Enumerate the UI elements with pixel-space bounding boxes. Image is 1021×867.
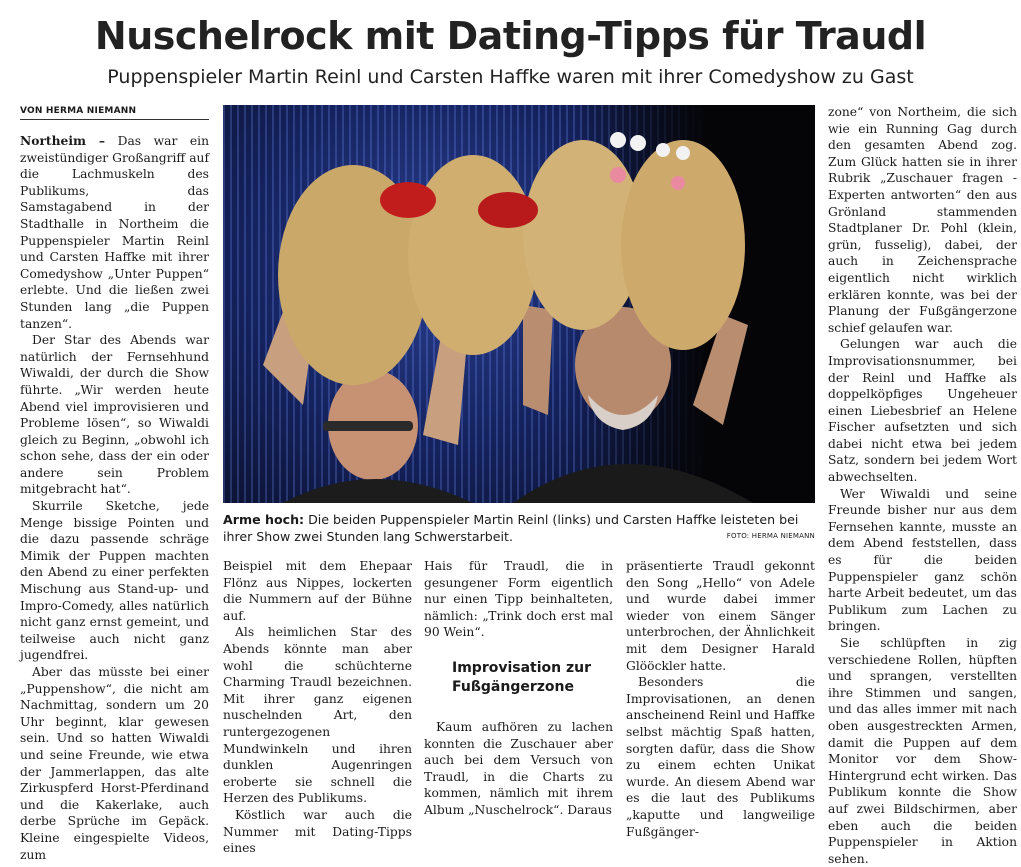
article-column-1 (20, 133, 209, 863)
puppet-eye (610, 132, 626, 148)
puppet-group (278, 132, 745, 385)
caption-text: Die beiden Puppenspieler Martin Reinl (links) und Carsten Haffke leisteten bei ihrer Show zwei Stunden lang Schwerstarbeit. (223, 512, 799, 544)
puppet-body (408, 155, 538, 355)
paragraph: Köstlich war auch die Nummer mit Dating-Tipps eines (223, 807, 412, 856)
puppeteer-shirt (283, 479, 473, 503)
paragraph: Skurrile Sketche, jede Menge bissige Pointen und die dazu passende schräge Mimik der Puppen machten den Abend zu einer perfekten Mischung aus Stand-up- und Impro-Comedy, alles natürlich nicht ganz ernst gemeint, und teilweise auch nicht ganz jugendfrei. (20, 499, 209, 663)
photo-credit: FOTO: HERMA NIEMANN (726, 532, 815, 540)
article-column-5 (828, 104, 1017, 867)
byline: VON HERMA NIEMANN (20, 106, 209, 120)
subheadline: Puppenspieler Martin Reinl und Carsten Haffke waren mit ihrer Comedyshow zu Gast (107, 66, 914, 88)
puppet-eye (630, 135, 646, 151)
caption-lead: Arme hoch: (223, 512, 305, 527)
puppet-body (621, 140, 745, 350)
paragraph: Aber das müsste bei einer „Puppenshow“, die nicht am Nachmittag, sondern um 20 Uhr beginnt, klar gewesen sein. Und so hatten Wiwaldi und seine Freunde, wie etwa der Jammerlappen, das alte Zirkuspferd Horst-Pferdinand und die Kakerlake, auch derbe Sprüche im Gepäck. Kleine eingespielte Videos, zum (20, 665, 209, 862)
article-column-2 (223, 558, 412, 857)
paragraph: Sie schlüpften in zig verschiedene Rollen, hüpften und sprangen, verstellten ihre Stimmen und sangen, und das alles immer mit nach oben ausgestreckten Armen, damit die Puppen auf dem Monitor vor dem Show-Hintergrund echt wirken. Das Publikum konnte die Show auf zwei Bildschirmen, aber eben auch die beiden Puppenspieler in Aktion sehen. (828, 636, 1017, 866)
paragraph: Hais für Traudl, die in gesungener Form eigentlich nur einen Tipp beinhalteten, nämlich: „Trink doch erst mal 90 Wein“. (424, 559, 613, 640)
article-photo (223, 105, 815, 503)
paragraph: Der Star des Abends war natürlich der Fernsehhund Wiwaldi, der durch die Show führte. „Wir werden heute Abend viel improvisieren und Probleme lösen“, so Wiwaldi gleich zu Beginn, „obwohl ich schon sehe, dass der ein oder andere sein Problem mitgebracht hat“. (20, 333, 209, 497)
article-column-3 (424, 558, 613, 819)
paragraph: Beispiel mit dem Ehepaar Flönz aus Nippes, lockerten die Nummern auf der Bühne auf. (223, 559, 412, 623)
puppeteer-shirt (513, 464, 753, 503)
paragraph: Gelungen war auch die Improvisationsnummer, bei der Reinl und Haffke als doppelköpfiges Ungeheuer einen Liebesbrief an Helene Fischer aufsetzten und sich dabei nicht etwa bei jedem Satz, sondern bei jedem Wort abwechselten. (828, 337, 1017, 485)
paragraph (20, 133, 209, 332)
puppet-eye (656, 143, 670, 157)
paragraph: Besonders die Improvisationen, an denen anscheinend Reinl und Haffke selbst mächtig Spaß hatten, sorgten dafür, dass die Show zu einem echten Unikat wurde. An diesem Abend war es die laut des Publikums „kaputte und langweilige Fußgänger- (626, 675, 815, 839)
paragraph: Wer Wiwaldi und seine Freunde bisher nur aus dem Fernsehen kannte, musste an dem Abend feststellen, dass es für die beiden Puppenspieler ganz schön harte Arbeit bedeutet, um das Publikum zum Lachen zu bringen. (828, 486, 1017, 634)
paragraph: präsentierte Traudl gekonnt den Song „Hello“ von Adele und wurde dabei immer wieder von einem Sänger unterbrochen, der Ähnlichkeit mit dem Designer Harald Glööckler hatte. (626, 559, 815, 673)
puppet-mouth (380, 182, 436, 218)
puppeteers-illustration (223, 105, 815, 503)
article-column-4 (626, 558, 815, 840)
paragraph-text: Das war ein zweistündiger Großangriff auf die Lachmuskeln des Publikums, das Samstagabend in der Stadthalle in Northeim die Puppenspieler Martin Reinl und Carsten Haffke mit ihrer Comedyshow „Unter Puppen“ erlebte. Und die ließen zwei Stunden lang „die Puppen tanzen“. (20, 134, 210, 331)
dateline: Northeim – (20, 133, 106, 148)
headline: Nuschelrock mit Dating-Tipps für Traudl (94, 14, 927, 58)
section-subheading: Improvisation zur Fußgängerzone (452, 659, 592, 695)
paragraph: Kaum aufhören zu lachen konnten die Zuschauer aber auch bei dem Versuch von Traudl, in die Charts zu kommen, nämlich mit ihrem Album „Nuschelrock“. Daraus (424, 719, 613, 817)
puppet-nose (671, 176, 685, 190)
puppet-mouth (478, 192, 538, 228)
glasses (323, 421, 413, 431)
right-arm (523, 305, 553, 415)
paragraph: Als heimlichen Star des Abends könnte man aber wohl die schüchterne Charming Traudl bezeichnen. Mit ihrer ganz eigenen nuschelnden Art, den runtergezogenen Mundwinkeln und ihren dunklen Augenringen eroberte sie schnell die Herzen des Publikums. (223, 625, 412, 806)
paragraph: zone“ von Northeim, die sich wie ein Running Gag durch den gesamten Abend zog. Zum Glück hatten sie in ihrer Rubrik „Zuschauer fragen - Experten antworten“ den aus Grönland stammenden Stadtplaner Dr. Pohl (klein, grün, fusselig), dabei, der auch in Zeichensprache eigentlich nicht wirklich erklären konnte, was bei der Planung der Fußgängerzone schief gelaufen war. (828, 105, 1017, 335)
puppet-eye (676, 146, 690, 160)
puppet-nose (610, 167, 626, 183)
